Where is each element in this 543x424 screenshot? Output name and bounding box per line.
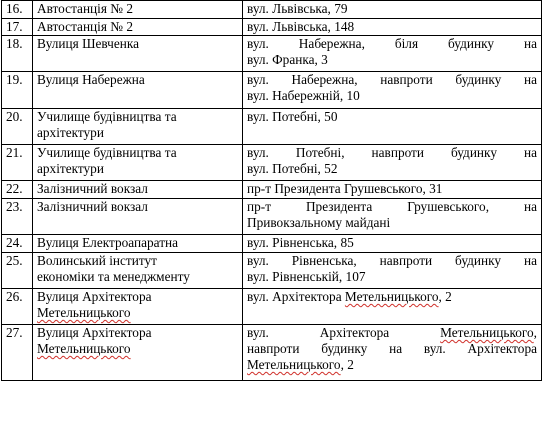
- table-row: [2, 36, 542, 72]
- cell-line: Вулиця Шевченка: [37, 36, 140, 51]
- row-number: 21.: [2, 145, 33, 181]
- stop-name: [33, 109, 243, 145]
- cell-line: Автостанція № 2: [37, 19, 133, 34]
- stop-address: [243, 199, 542, 235]
- row-number: 25.: [2, 253, 33, 289]
- cell-line: вул. Рівненська, 85: [247, 235, 354, 250]
- stop-address: [243, 181, 542, 199]
- row-number: 27.: [2, 325, 33, 381]
- cell-line: Вулиця Архітектора: [37, 289, 152, 304]
- cell-line: Вулиця Архітектора: [37, 325, 152, 340]
- cell-line: [37, 341, 238, 357]
- cell-line: вул. Львівська, 148: [247, 19, 355, 34]
- stop-name: [33, 289, 243, 325]
- cell-line: навпроти будинку на вул. Архітектора: [247, 341, 537, 356]
- stop-name: [33, 199, 243, 235]
- cell-line: Автостанція № 2: [37, 1, 133, 16]
- stop-name: [33, 145, 243, 181]
- cell-line: вул. Рівненській, 107: [247, 269, 366, 284]
- cell-line: [37, 305, 238, 321]
- cell-line: Привокзальному майдані: [247, 215, 391, 230]
- table-row: [2, 289, 542, 325]
- table-row: [2, 109, 542, 145]
- spellcheck-underline: Метельницького: [37, 305, 131, 320]
- stop-address: [243, 253, 542, 289]
- row-number: 22.: [2, 181, 33, 199]
- table-row: [2, 181, 542, 199]
- table-row: [2, 1, 542, 19]
- cell-line: Вулиця Електроапаратна: [37, 235, 179, 250]
- table-row: [2, 325, 542, 381]
- spellcheck-underline: Метельницького: [37, 341, 131, 356]
- stop-name: [33, 253, 243, 289]
- row-number: 24.: [2, 235, 33, 253]
- row-number: 20.: [2, 109, 33, 145]
- cell-line: економіки та менеджменту: [37, 269, 190, 284]
- cell-line: Метельницького, 2: [247, 357, 354, 372]
- cell-line: вул. Архітектора Метельницького, 2: [247, 289, 452, 304]
- stop-name: [33, 36, 243, 72]
- spellcheck-underline: Метельницького: [440, 325, 534, 340]
- stop-name: [33, 1, 243, 19]
- cell-line: Вулиця Набережна: [37, 72, 145, 87]
- cell-line: Залізничний вокзал: [37, 199, 148, 214]
- stop-address: [243, 235, 542, 253]
- table-row: [2, 72, 542, 109]
- cell-line: пр-т Президента Грушевського, 31: [247, 181, 443, 196]
- row-number: 18.: [2, 36, 33, 72]
- stop-name: [33, 181, 243, 199]
- cell-line: Волинський інститут: [37, 253, 157, 268]
- cell-line: вул. Архітектора Метельницького,: [247, 325, 537, 340]
- cell-line: вул. Потебні, 50: [247, 109, 338, 124]
- table-row: [2, 253, 542, 289]
- cell-line: вул. Львівська, 79: [247, 1, 348, 16]
- stop-address: [243, 72, 542, 109]
- table-body: [2, 1, 542, 381]
- table-row: [2, 145, 542, 181]
- cell-line: вул. Набережній, 10: [247, 88, 360, 103]
- cell-line: архітектури: [37, 161, 104, 176]
- row-number: 16.: [2, 1, 33, 19]
- cell-line: вул. Франка, 3: [247, 52, 328, 67]
- stop-address: [243, 1, 542, 19]
- stop-name: [33, 72, 243, 109]
- bus-stops-table: [1, 0, 542, 381]
- row-number: 23.: [2, 199, 33, 235]
- cell-line: Училище будівництва та: [37, 109, 177, 124]
- stop-name: [33, 235, 243, 253]
- stop-name: [33, 19, 243, 36]
- row-number: 26.: [2, 289, 33, 325]
- stop-name: [33, 325, 243, 381]
- table-row: [2, 235, 542, 253]
- stop-address: [243, 36, 542, 72]
- cell-line: архітектури: [37, 125, 104, 140]
- cell-line: вул. Набережна, навпроти будинку на: [247, 72, 537, 87]
- row-number: 19.: [2, 72, 33, 109]
- cell-line: вул. Набережна, біля будинку на: [247, 36, 537, 51]
- cell-line: вул. Потебні, навпроти будинку на: [247, 145, 537, 160]
- row-number: 17.: [2, 19, 33, 36]
- spellcheck-underline: Метельницького: [247, 357, 341, 372]
- stop-address: [243, 289, 542, 325]
- stop-address: [243, 145, 542, 181]
- cell-line: вул. Потебні, 52: [247, 161, 338, 176]
- cell-line: Училище будівництва та: [37, 145, 177, 160]
- cell-line: пр-т Президента Грушевського, на: [247, 199, 537, 214]
- cell-line: вул. Рівненська, навпроти будинку на: [247, 253, 537, 268]
- stop-address: [243, 19, 542, 36]
- table-row: [2, 19, 542, 36]
- spellcheck-underline: Метельницького: [344, 289, 439, 304]
- stop-address: [243, 109, 542, 145]
- table-row: [2, 199, 542, 235]
- cell-line: Залізничний вокзал: [37, 181, 148, 196]
- stop-address: [243, 325, 542, 381]
